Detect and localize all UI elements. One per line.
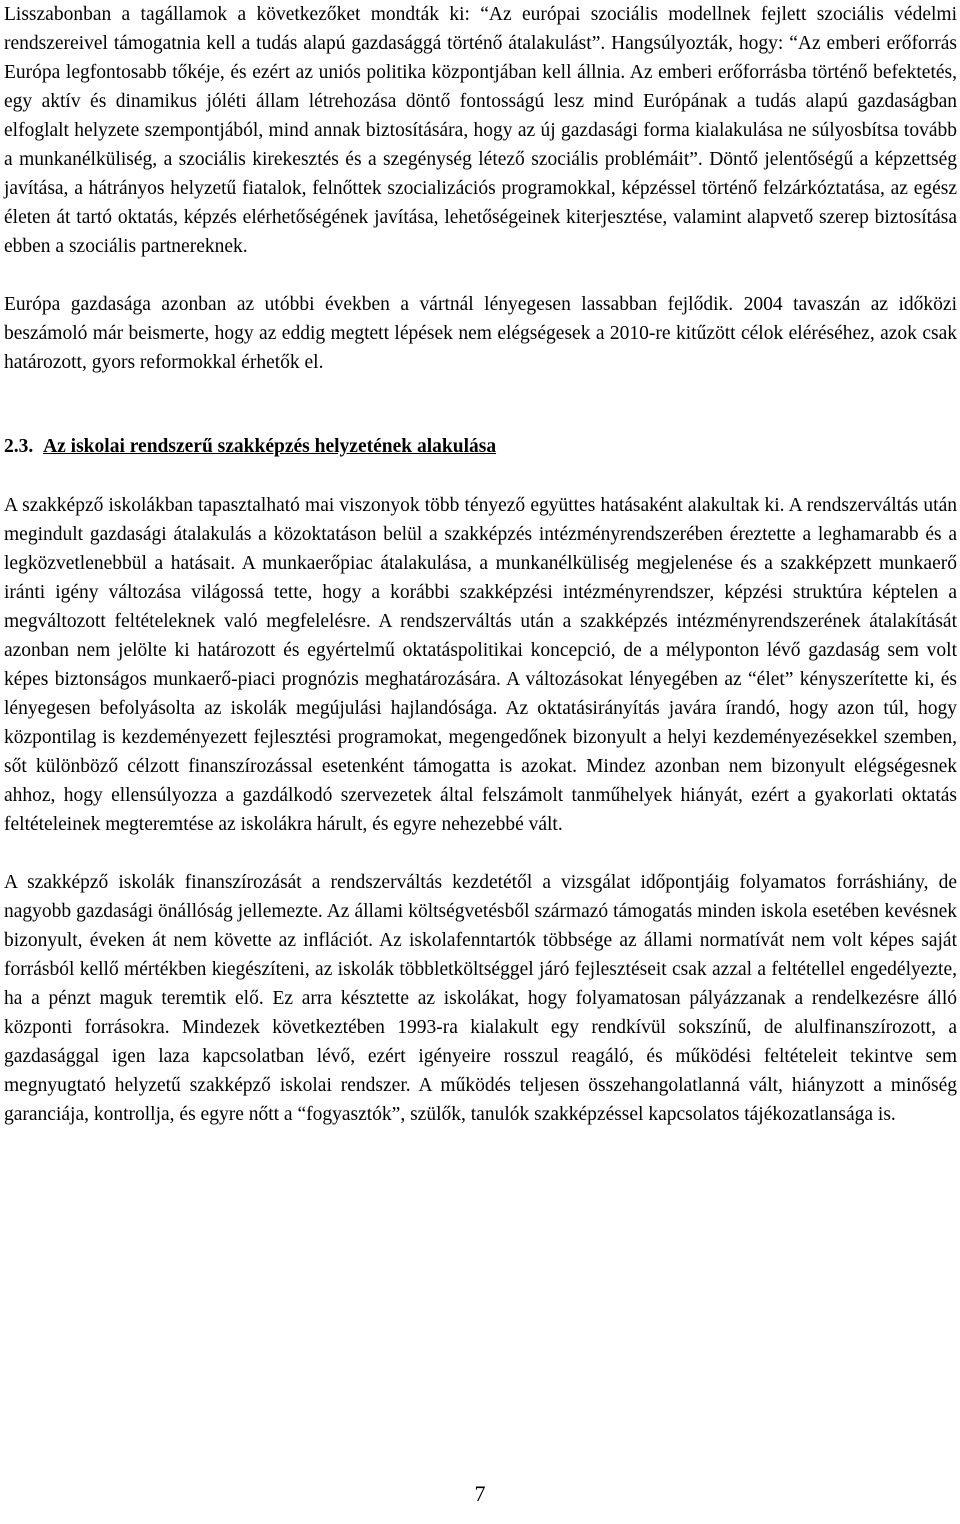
page-number: 7 [474, 1481, 486, 1506]
paragraph-lisbon-goals: Lisszabonban a tagállamok a következőket mondták ki: “Az európai szociális modellnek fejlett szociális védelmi rendszereivel támogatnia kell a tudás alapú gazdasággá történő átalakulást”. Hangsúlyozták, hogy: “Az emberi erőforrás Európa legfontosabb tőkéje, és ezért az uniós politika központjában kell állnia. Az emberi erőforrásba történő befektetés, egy aktív és dinamikus jóléti állam létrehozása döntő fontosságú lesz mind Európának a tudás alapú gazdaságban elfoglalt helyzete szempontjából, mind annak biztosítására, hogy az új gazdasági forma kialakulása ne súlyosbítsa tovább a munkanélküliség, a szociális kirekesztés és a szegénység létező szociális problémáit”. Döntő jelentőségű a képzettség javítása, a hátrányos helyzetű fiatalok, felnőttek szocializációs programokkal, képzéssel történő felzárkóztatása, az egész életen át tartó oktatás, képzés elérhetőségének javítása, lehetőségeinek kiterjesztése, valamint alapvető szerep biztosítása ebben a szociális partnereknek. [4, 4, 957, 257]
document-page [4, 0, 957, 1129]
paragraph-european-economy: Európa gazdasága azonban az utóbbi években a vártnál lényegesen lassabban fejlődik. 2004 tavaszán az időközi beszámoló már beismerte, hogy az eddig megtett lépések nem elégségesek a 2010-re kitűzött célok eléréséhez, azok csak határozott, gyors reformokkal érhetők el. [4, 294, 957, 373]
section-title: Az iskolai rendszerű szakképzés helyzetének alakulása [43, 436, 497, 457]
paragraph-school-financing: A szakképző iskolák finanszírozását a rendszerváltás kezdetétől a vizsgálat időpontjáig folyamatos forráshiány, de nagyobb gazdasági önállóság jellemezte. Az állami költségvetésből származó támogatás minden iskola esetében kevésnek bizonyult, éveken át nem követte az inflációt. Az iskolafenntartók többsége az állami normatívát nem volt képes saját forrásból kellő mértékben kiegészíteni, az iskolák többletköltséggel járó fejlesztéseit csak azzal a feltétellel engedélyezte, ha a pénzt maguk teremtik elő. Ez arra késztette az iskolákat, hogy folyamatosan pályázzanak a rendelkezésre álló központi forrásokra. Mindezek következtében 1993-ra kialakult egy rendkívül sokszínű, de alulfinanszírozott, a gazdasággal igen laza kapcsolatban lévő, ezért igényeire rosszul reagáló, és működési feltételeit tekintve sem megnyugtató helyzetű szakképző iskolai rendszer. A működés teljesen összehangolatlanná vált, hiányzott a minőség garanciája, kontrollja, és egyre nőtt a “fogyasztók”, szülők, tanulók szakképzéssel kapcsolatos tájékozatlansága is. [4, 872, 957, 1125]
section-heading [4, 432, 957, 461]
section-number: 2.3. [4, 436, 34, 457]
paragraph-vocational-schools: A szakképző iskolákban tapasztalható mai viszonyok több tényező együttes hatásaként alakultak ki. A rendszerváltás után megindult gazdasági átalakulás a közoktatáson belül a szakképzés intézményrendszerében éreztette a leghamarabb és a legközvetlenebbül a hatásait. A munkaerőpiac átalakulása, a munkanélküliség megjelenése és a szakképzett munkaerő iránti igény változása világossá tette, hogy a korábbi szakképzési intézményrendszer, képzési struktúra képtelen a megváltozott feltételeknek való megfelelésre. A rendszerváltás után a szakképzés intézményrendszerének átalakítását azonban nem jelölte ki határozott és egyértelmű oktatáspolitikai koncepció, de a mélyponton lévő gazdaság sem volt képes biztonságos munkaerő-piaci prognózis meghatározására. A változásokat lényegében az “élet” kényszerítette ki, és lényegesen befolyásolta az iskolák megújulási hajlandósága. Az oktatásirányítás javára írandó, hogy azon túl, hogy központilag is kezdeményezett fejlesztési programokat, megengedőnek bizonyult a helyi kezdeményezésekkel szemben, sőt különböző célzott finanszírozással esetenként támogatta is azokat. Mindez azonban nem bizonyult elégségesnek ahhoz, hogy ellensúlyozza a gazdálkodó szervezetek által felszámolt tanműhelyek hiányát, ezért a gyakorlati oktatás feltételeinek megteremtése az iskolákra hárult, és egyre nehezebbé vált. [4, 495, 957, 835]
